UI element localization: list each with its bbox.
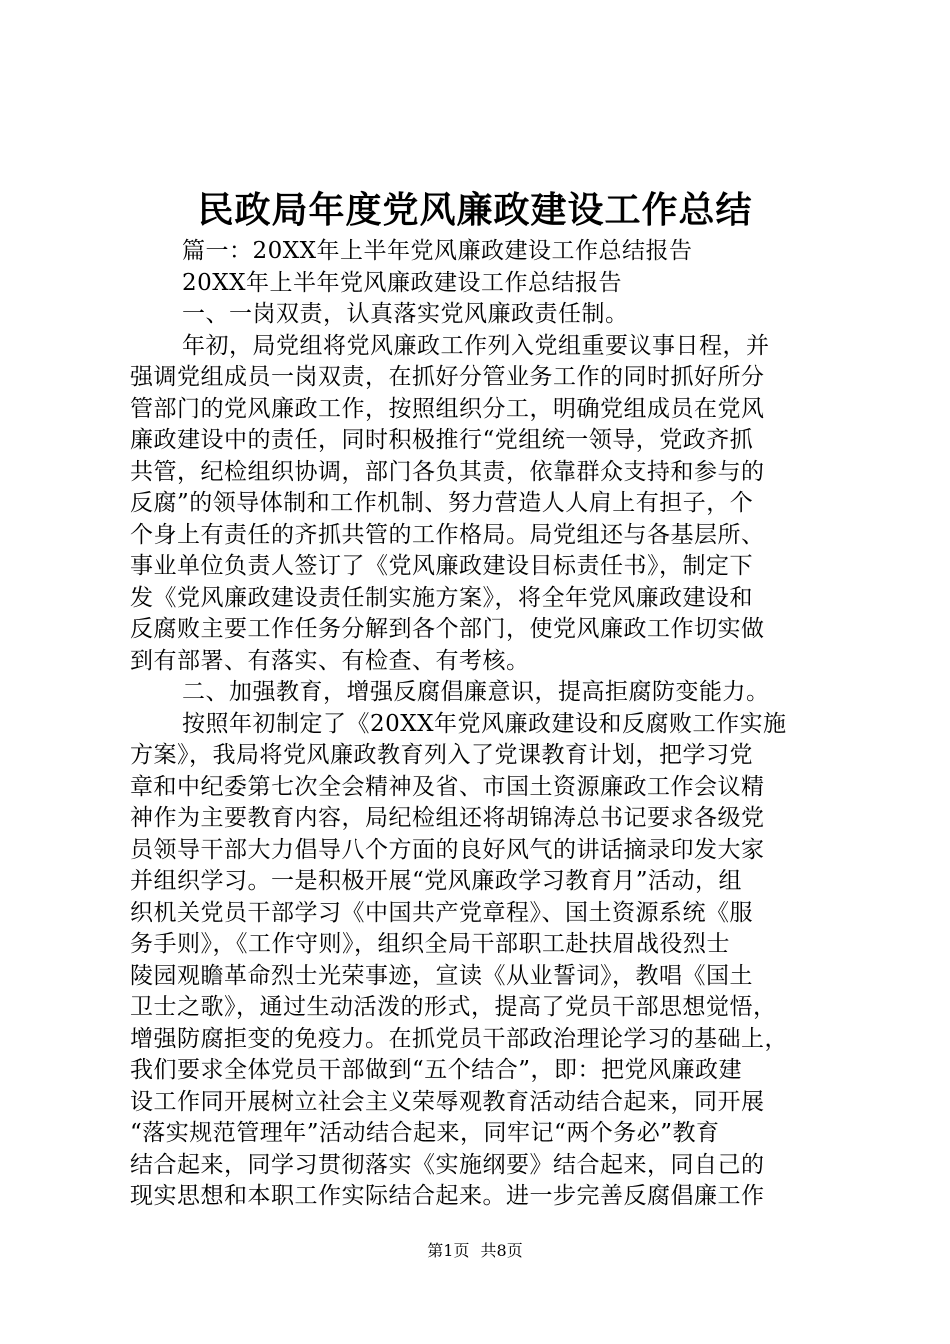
document-body <box>130 236 830 1213</box>
text-line: 廉政建设中的责任，同时积极推行“党组统一领导，党政齐抓 <box>130 427 754 453</box>
text-line: 一、一岗双责，认真落实党风廉政责任制。 <box>182 301 629 327</box>
text-line: 年初，局党组将党风廉政工作列入党组重要议事日程，并 <box>182 332 770 359</box>
text-line: 按照年初制定了《20XX年党风廉政建设和反腐败工作实施 <box>182 710 787 737</box>
text-line: 管部门的党风廉政工作，按照组织分工，明确党组成员在党风 <box>130 395 765 422</box>
text-line: 发《党风廉政建设责任制实施方案》，将全年党风廉政建设和 <box>130 584 753 611</box>
text-line: 共管，纪检组织协调，部门各负其责，依靠群众支持和参与的 <box>130 458 765 485</box>
text-line: 员领导干部大力倡导八个方面的良好风气的讲话摘录印发大家 <box>130 836 765 863</box>
page-total: 共8页 <box>480 1241 523 1260</box>
text-line: 陵园观瞻革命烈士光荣事迹，宣读《从业誓词》，教唱《国土 <box>130 962 753 989</box>
text-line: 卫士之歌》，通过生动活泼的形式，提高了党员干部思想觉悟， <box>130 994 777 1020</box>
page-footer <box>0 1240 950 1262</box>
text-line: 现实思想和本职工作实际结合起来。进一步完善反腐倡廉工作 <box>130 1183 765 1209</box>
text-line: 并组织学习。一是积极开展“党风廉政学习教育月”活动，组 <box>130 868 743 894</box>
text-line: 强调党组成员一岗双责，在抓好分管业务工作的同时抓好所分 <box>130 364 765 390</box>
text-line: 方案》，我局将党风廉政教育列入了党课教育计划，把学习党 <box>130 742 753 768</box>
text-line: “落实规范管理年”活动结合起来，同牢记“两个务必”教育 <box>130 1120 720 1146</box>
text-line: 反腐”的领导体制和工作机制、努力营造人人肩上有担子，个 <box>130 490 754 516</box>
text-line: 我们要求全体党员干部做到“五个结合”，即：把党风廉政建 <box>130 1057 743 1083</box>
text-line: 章和中纪委第七次全会精神及省、市国土资源廉政工作会议精 <box>130 773 765 800</box>
text-line: 个身上有责任的齐抓共管的工作格局。局党组还与各基层所、 <box>130 521 765 548</box>
text-line: 务手则》，《工作守则》，组织全局干部职工赴扶眉战役烈士 <box>130 931 730 957</box>
page-number: 第1页 <box>427 1241 470 1260</box>
text-line: 二、加强教育，增强反腐倡廉意识，提高拒腐防变能力。 <box>182 679 770 705</box>
text-line: 篇一：20XX年上半年党风廉政建设工作总结报告 <box>182 238 693 264</box>
text-line: 结合起来，同学习贯彻落实《实施纲要》结合起来，同自己的 <box>130 1151 765 1178</box>
text-line: 增强防腐拒变的免疫力。在抓党员干部政治理论学习的基础上， <box>130 1025 788 1052</box>
text-line: 反腐败主要工作任务分解到各个部门，使党风廉政工作切实做 <box>130 616 765 642</box>
text-line: 20XX年上半年党风廉政建设工作总结报告 <box>182 269 623 296</box>
text-line: 设工作同开展树立社会主义荣辱观教育活动结合起来，同开展 <box>130 1088 765 1115</box>
text-line: 到有部署、有落实、有检查、有考核。 <box>130 647 530 674</box>
text-line: 事业单位负责人签订了《党风廉政建设目标责任书》，制定下 <box>130 553 753 579</box>
document-title: 民政局年度党风廉政建设工作总结 <box>197 189 753 231</box>
text-line: 织机关党员干部学习《中国共产党章程》、国土资源系统《服 <box>130 899 753 926</box>
text-line: 神作为主要教育内容，局纪检组还将胡锦涛总书记要求各级党 <box>130 805 765 831</box>
